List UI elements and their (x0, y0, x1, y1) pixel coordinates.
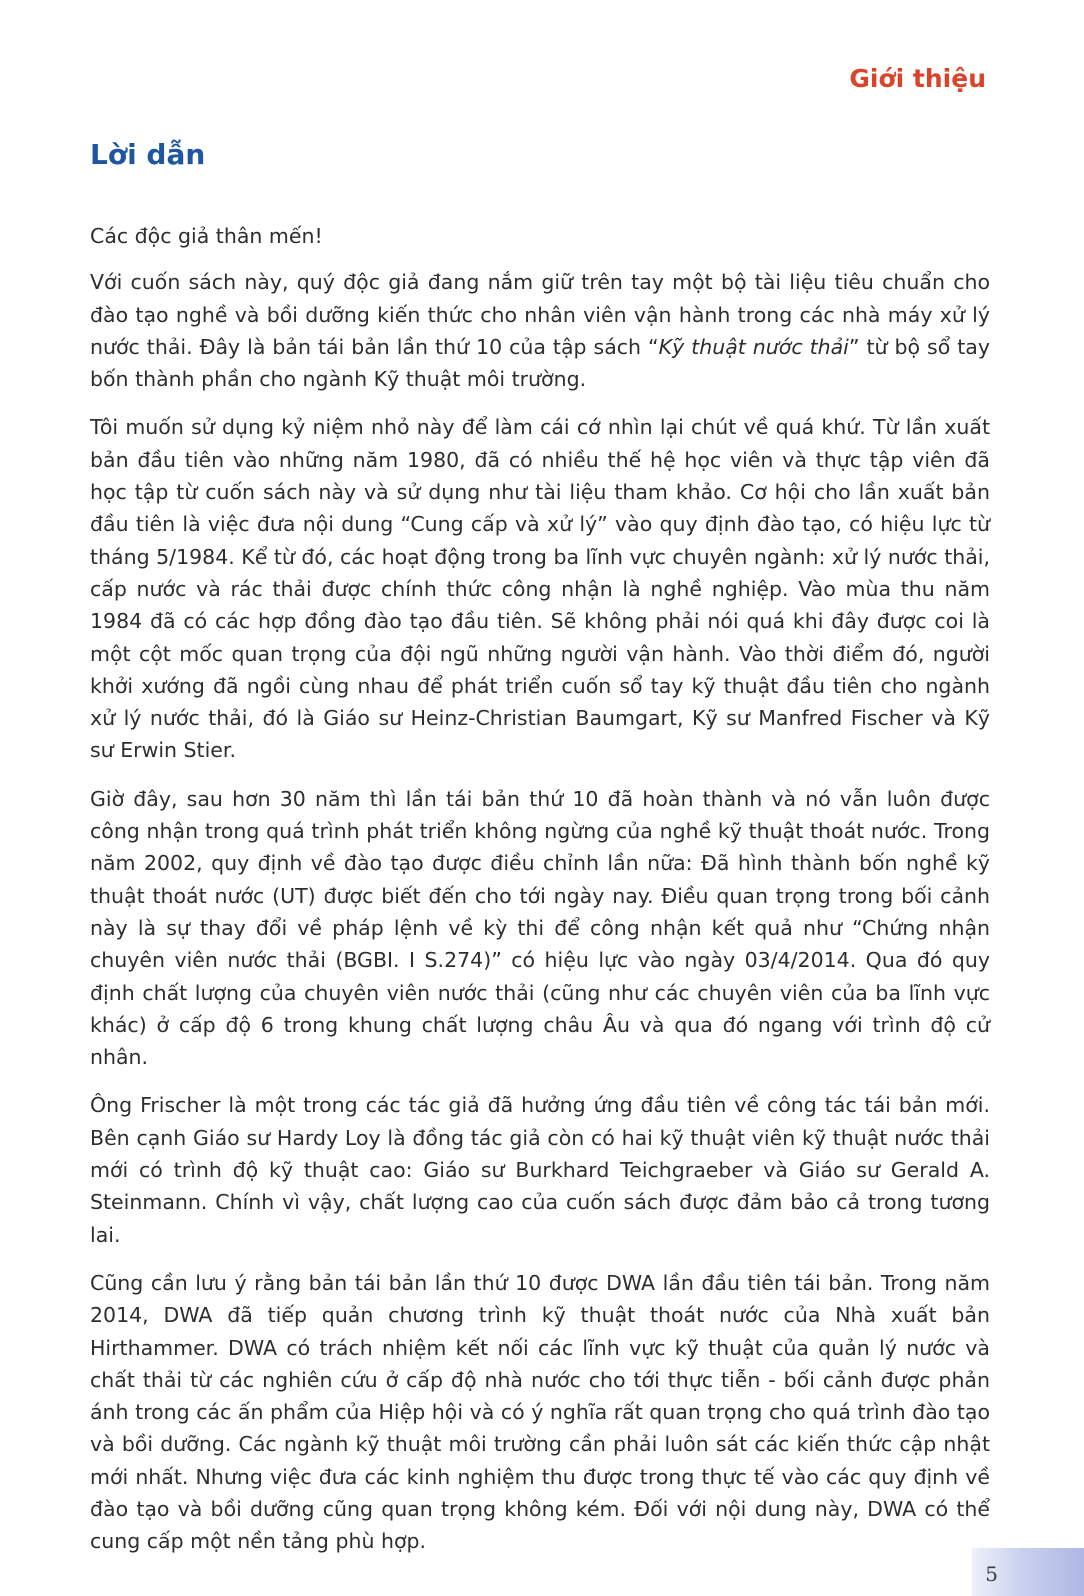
greeting: Các độc giả thân mến! (90, 224, 323, 248)
page-title: Lời dẫn (90, 138, 206, 171)
paragraph-4: Ông Frischer là một trong các tác giả đã hưởng ứng đầu tiên về công tác tái bản mới. Bên cạnh Giáo sư Hardy Loy là đồng tác giả còn có hai kỹ thuật viên kỹ thuật nước thải mới có trình độ kỹ thuật cao: Giáo sư Burkhard Teichgraeber và Giáo sư Gerald A. Steinmann. Chính vì vậy, chất lượng cao của cuốn sách được đảm bảo cả trong tương lai. (90, 1093, 990, 1247)
paragraph-1-text-b: ” từ bộ sổ tay bốn thành phần cho ngành Kỹ thuật môi trường. (90, 334, 990, 392)
paragraph-2: Tôi muốn sử dụng kỷ niệm nhỏ này để làm cái cớ nhìn lại chút về quá khứ. Từ lần xuất bản đầu tiên vào những năm 1980, đã có nhiều thế hệ học viên và thực tập viên đã học tập từ cuốn sách này và sử dụng như tài liệu tham khảo. Cơ hội cho lần xuất bản đầu tiên là việc đưa nội dung “Cung cấp và xử lý” vào quy định đào tạo, có hiệu lực từ tháng 5/1984. Kể từ đó, các hoạt động trong ba lĩnh vực chuyên ngành: xử lý nước thải, cấp nước và rác thải được chính thức công nhận là nghề nghiệp. Vào mùa thu năm 1984 đã có các hợp đồng đào tạo đầu tiên. Sẽ không phải nói quá khi đây được coi là một cột mốc quan trọng của đội ngũ những người vận hành. Vào thời điểm đó, người khởi xướng đã ngồi cùng nhau để phát triển cuốn sổ tay kỹ thuật đầu tiên cho ngành xử lý nước thải, đó là Giáo sư Heinz-Christian Baumgart, Kỹ sư Manfred Fischer và Kỹ sư Erwin Stier. (90, 415, 990, 763)
page-number: 5 (985, 1562, 998, 1586)
paragraph-1 (90, 266, 990, 395)
book-title-italic: Kỹ thuật nước thải (658, 334, 849, 359)
body-text (90, 220, 990, 1574)
paragraph-3: Giờ đây, sau hơn 30 năm thì lần tái bản thứ 10 đã hoàn thành và nó vẫn luôn được công nhận trong quá trình phát triển không ngừng của nghề kỹ thuật thoát nước. Trong năm 2002, quy định về đào tạo được điều chỉnh lần nữa: Đã hình thành bốn nghề kỹ thuật thoát nước (UT) được biết đến cho tới ngày nay. Điều quan trọng trong bối cảnh này là sự thay đổi về pháp lệnh về kỳ thi để công nhận kết quả như “Chứng nhận chuyên viên nước thải (BGBI. I S.274)” có hiệu lực vào ngày 03/4/2014. Qua đó quy định chất lượng của chuyên viên nước thải (cũng như các chuyên viên của ba lĩnh vực khác) ở cấp độ 6 trong khung chất lượng châu Âu và qua đó ngang với trình độ cử nhân. (90, 786, 990, 1070)
paragraph-1-text-a: Với cuốn sách này, quý độc giả đang nắm giữ trên tay một bộ tài liệu tiêu chuẩn cho đào tạo nghề và bồi dưỡng kiến thức cho nhân viên vận hành trong các nhà máy xử lý nước thải. Đây là bản tái bản lần thứ 10 của tập sách “ (90, 270, 990, 359)
section-tag: Giới thiệu (849, 64, 986, 93)
paragraph-5: Cũng cần lưu ý rằng bản tái bản lần thứ 10 được DWA lần đầu tiên tái bản. Trong năm 2014, DWA đã tiếp quản chương trình kỹ thuật thoát nước của Nhà xuất bản Hirthammer. DWA có trách nhiệm kết nối các lĩnh vực kỹ thuật của quản lý nước và chất thải từ các nghiên cứu ở cấp độ nhà nước cho tới thực tiễn - bối cảnh được phản ánh trong các ấn phẩm của Hiệp hội và có ý nghĩa rất quan trọng cho quá trình đào tạo và bồi dưỡng. Các ngành kỹ thuật môi trường cần phải luôn sát các kiến thức cập nhật mới nhất. Nhưng việc đưa các kinh nghiệm thu được trong thực tế vào các quy định về đào tạo và bồi dưỡng cũng quan trọng không kém. Đối với nội dung này, DWA có thể cung cấp một nền tảng phù hợp. (90, 1270, 990, 1554)
